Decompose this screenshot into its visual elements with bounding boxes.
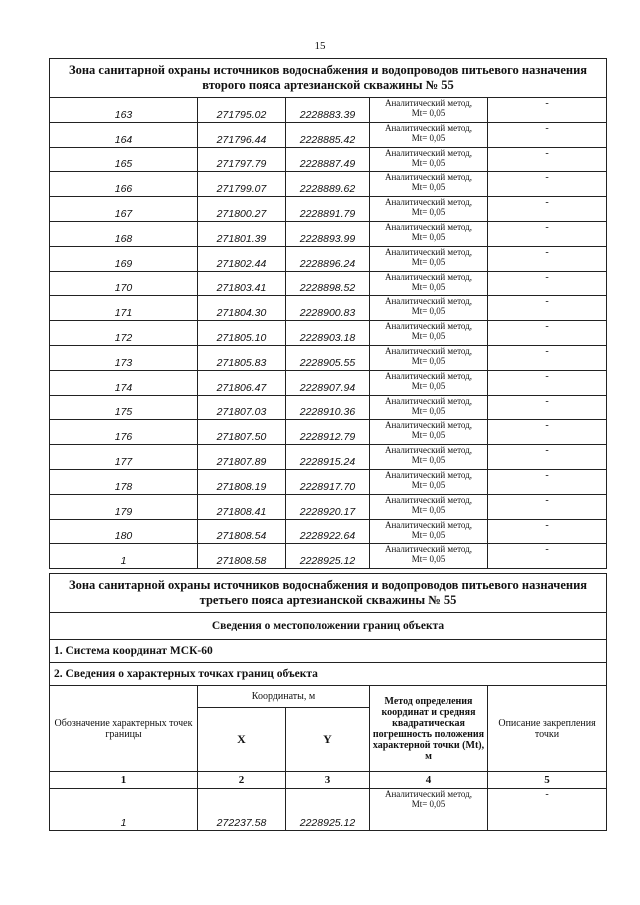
- table-row: [50, 370, 607, 395]
- method-cell: Аналитический метод, Mt= 0,05: [370, 246, 488, 271]
- method-cell: Аналитический метод, Mt= 0,05: [370, 469, 488, 494]
- description-cell: -: [488, 494, 607, 519]
- point-number: 178: [50, 469, 198, 494]
- column-index-row: [50, 772, 607, 789]
- method-cell: Аналитический метод, Mt= 0,05: [370, 221, 488, 246]
- coord-y: 2228898.52: [286, 271, 370, 296]
- coord-y: 2228887.49: [286, 147, 370, 172]
- method-cell: Аналитический метод, Mt= 0,05: [370, 172, 488, 197]
- coord-y: 2228893.99: [286, 221, 370, 246]
- col-coords-header: Координаты, м: [198, 686, 370, 708]
- col-method-header: Метод определения координат и средняя квадратическая погрешность положения характерной точки (Mt), м: [370, 686, 488, 772]
- point-number: 163: [50, 98, 198, 123]
- method-cell: Аналитический метод, Mt= 0,05: [370, 197, 488, 222]
- coord-x: 271807.89: [198, 445, 286, 470]
- table-row: [50, 246, 607, 271]
- coord-y: 2228903.18: [286, 321, 370, 346]
- point-number: 167: [50, 197, 198, 222]
- description-cell: -: [488, 519, 607, 544]
- description-cell: -: [488, 172, 607, 197]
- table-row: [50, 172, 607, 197]
- table-row: [50, 271, 607, 296]
- point-number: 180: [50, 519, 198, 544]
- coordinate-system: 1. Система координат МСК-60: [50, 640, 607, 663]
- page-number: 15: [314, 40, 326, 52]
- description-cell: -: [488, 789, 607, 831]
- coord-y: 2228883.39: [286, 98, 370, 123]
- method-cell: Аналитический метод, Mt= 0,05: [370, 345, 488, 370]
- method-cell: Аналитический метод, Mt= 0,05: [370, 296, 488, 321]
- coord-x: 271804.30: [198, 296, 286, 321]
- col-index: 1: [50, 772, 198, 789]
- table-row: [50, 494, 607, 519]
- col-index: 5: [488, 772, 607, 789]
- description-cell: -: [488, 98, 607, 123]
- coord-x: 271801.39: [198, 221, 286, 246]
- description-cell: -: [488, 469, 607, 494]
- coord-y: 2228922.64: [286, 519, 370, 544]
- table-row: [50, 345, 607, 370]
- col-index: 2: [198, 772, 286, 789]
- coord-y: 2228925.12: [286, 544, 370, 569]
- col-point-header: Обозначение характерных точек границы: [50, 686, 198, 772]
- table-third-belt: [49, 573, 607, 831]
- table-title: Зона санитарной охраны источников водоснабжения и водопроводов питьевого назначения третьего пояса артезианской скважины № 55: [50, 574, 607, 613]
- table-title: Зона санитарной охраны источников водоснабжения и водопроводов питьевого назначения второго пояса артезианской скважины № 55: [50, 59, 607, 98]
- coord-x: 271797.79: [198, 147, 286, 172]
- description-cell: -: [488, 420, 607, 445]
- coord-y: 2228905.55: [286, 345, 370, 370]
- description-cell: -: [488, 345, 607, 370]
- col-index: 3: [286, 772, 370, 789]
- method-cell: Аналитический метод, Mt= 0,05: [370, 271, 488, 296]
- method-cell: Аналитический метод, Mt= 0,05: [370, 544, 488, 569]
- description-cell: -: [488, 221, 607, 246]
- method-cell: Аналитический метод, Mt= 0,05: [370, 370, 488, 395]
- coord-y: 2228912.79: [286, 420, 370, 445]
- table-row: [50, 221, 607, 246]
- coord-x: 271805.10: [198, 321, 286, 346]
- coord-y: 2228891.79: [286, 197, 370, 222]
- method-cell: Аналитический метод, Mt= 0,05: [370, 494, 488, 519]
- table-row: [50, 147, 607, 172]
- coord-x: 271803.41: [198, 271, 286, 296]
- point-number: 176: [50, 420, 198, 445]
- point-number: 173: [50, 345, 198, 370]
- col-index: 4: [370, 772, 488, 789]
- description-cell: -: [488, 296, 607, 321]
- table-row: [50, 122, 607, 147]
- coord-x: 271808.54: [198, 519, 286, 544]
- point-number: 1: [50, 544, 198, 569]
- table-row: [50, 519, 607, 544]
- point-number: 170: [50, 271, 198, 296]
- coord-x: 271795.02: [198, 98, 286, 123]
- description-cell: -: [488, 445, 607, 470]
- coord-y: 2228889.62: [286, 172, 370, 197]
- point-number: 172: [50, 321, 198, 346]
- coord-x: 271807.03: [198, 395, 286, 420]
- coord-y: 2228920.17: [286, 494, 370, 519]
- col-x-header: X: [198, 708, 286, 772]
- coord-x: 271808.19: [198, 469, 286, 494]
- point-number: 171: [50, 296, 198, 321]
- method-cell: Аналитический метод, Mt= 0,05: [370, 122, 488, 147]
- table-row: [50, 445, 607, 470]
- points-section: 2. Сведения о характерных точках границ объекта: [50, 663, 607, 686]
- coord-y: 2228925.12: [286, 789, 370, 831]
- coord-y: 2228917.70: [286, 469, 370, 494]
- point-number: 169: [50, 246, 198, 271]
- method-cell: Аналитический метод, Mt= 0,05: [370, 321, 488, 346]
- description-cell: -: [488, 122, 607, 147]
- col-y-header: Y: [286, 708, 370, 772]
- coord-y: 2228907.94: [286, 370, 370, 395]
- coord-y: 2228900.83: [286, 296, 370, 321]
- point-number: 177: [50, 445, 198, 470]
- col-desc-header: Описание закрепления точки: [488, 686, 607, 772]
- point-number: 164: [50, 122, 198, 147]
- coord-y: 2228915.24: [286, 445, 370, 470]
- description-cell: -: [488, 271, 607, 296]
- method-cell: Аналитический метод, Mt= 0,05: [370, 445, 488, 470]
- coord-x: 271799.07: [198, 172, 286, 197]
- description-cell: -: [488, 321, 607, 346]
- table-row: [50, 469, 607, 494]
- method-cell: Аналитический метод, Mt= 0,05: [370, 420, 488, 445]
- description-cell: -: [488, 147, 607, 172]
- table-row: [50, 296, 607, 321]
- method-cell: Аналитический метод, Mt= 0,05: [370, 519, 488, 544]
- description-cell: -: [488, 197, 607, 222]
- point-number: 174: [50, 370, 198, 395]
- table-second-belt: [49, 58, 607, 569]
- coord-x: 271800.27: [198, 197, 286, 222]
- point-number: 166: [50, 172, 198, 197]
- section-subtitle: Сведения о местоположении границ объекта: [50, 613, 607, 640]
- description-cell: -: [488, 246, 607, 271]
- point-number: 1: [50, 789, 198, 831]
- coord-x: 271805.83: [198, 345, 286, 370]
- coord-x: 271796.44: [198, 122, 286, 147]
- method-cell: Аналитический метод, Mt= 0,05: [370, 789, 488, 831]
- point-number: 165: [50, 147, 198, 172]
- coord-x: 271802.44: [198, 246, 286, 271]
- point-number: 175: [50, 395, 198, 420]
- coord-x: 271807.50: [198, 420, 286, 445]
- table-row: [50, 420, 607, 445]
- table-row: [50, 395, 607, 420]
- point-number: 179: [50, 494, 198, 519]
- description-cell: -: [488, 395, 607, 420]
- table-row: [50, 321, 607, 346]
- table-row: [50, 544, 607, 569]
- method-cell: Аналитический метод, Mt= 0,05: [370, 147, 488, 172]
- coord-x: 271806.47: [198, 370, 286, 395]
- coord-x: 271808.58: [198, 544, 286, 569]
- method-cell: Аналитический метод, Mt= 0,05: [370, 395, 488, 420]
- method-cell: Аналитический метод, Mt= 0,05: [370, 98, 488, 123]
- coord-y: 2228910.36: [286, 395, 370, 420]
- coord-x: 272237.58: [198, 789, 286, 831]
- table-row: [50, 98, 607, 123]
- description-cell: -: [488, 370, 607, 395]
- point-number: 168: [50, 221, 198, 246]
- table-row: [50, 197, 607, 222]
- table-row: [50, 789, 607, 831]
- description-cell: -: [488, 544, 607, 569]
- coord-y: 2228885.42: [286, 122, 370, 147]
- coord-x: 271808.41: [198, 494, 286, 519]
- coord-y: 2228896.24: [286, 246, 370, 271]
